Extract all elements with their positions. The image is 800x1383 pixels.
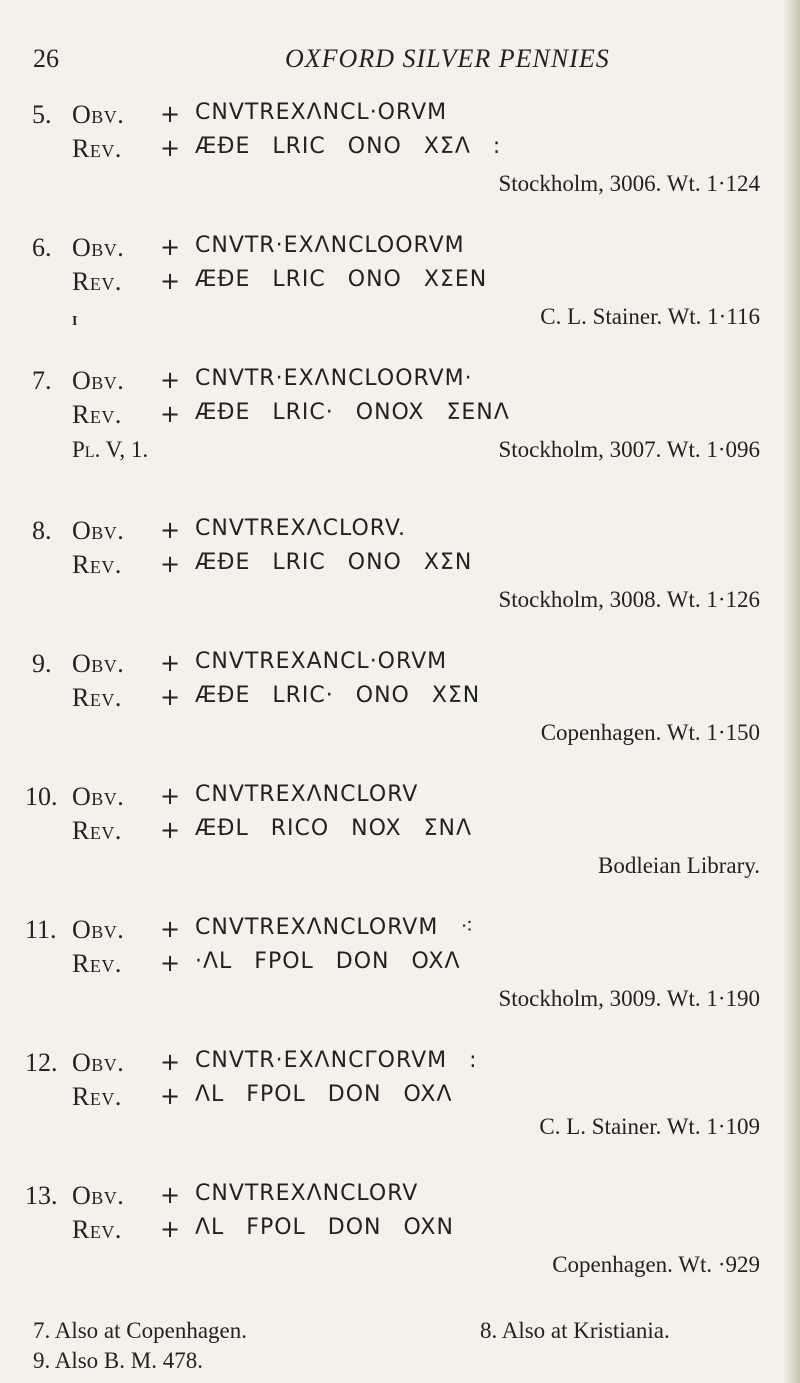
cross-mark: +: [160, 400, 181, 428]
obverse-label: Obv.: [72, 915, 125, 944]
obverse-legend: CNVTREXΛNCLORV: [195, 1181, 419, 1206]
obverse-legend: CNVTREXΛNCLORV: [195, 782, 419, 807]
obverse-label: Obv.: [72, 366, 125, 395]
obverse-label: Obv.: [72, 782, 125, 811]
cross-mark: +: [160, 516, 181, 544]
provenance-weight: Stockholm, 3007. Wt. 1·096: [498, 437, 760, 462]
coin-entries: [0, 100, 800, 1314]
reverse-legend: ÆÐE LRIC· ONOX ΣENΛ: [195, 400, 510, 425]
obverse-label: Obv.: [72, 516, 125, 545]
reverse-legend: ÆÐE LRIC ONO XΣN: [195, 550, 473, 575]
reverse-label: Rev.: [72, 267, 122, 296]
cross-mark: +: [160, 782, 181, 810]
entry-number: 13.: [25, 1181, 58, 1210]
provenance-weight: Stockholm, 3008. Wt. 1·126: [498, 587, 760, 612]
reverse-legend: ÆÐE LRIC ONO XΣΛ :: [195, 134, 502, 159]
provenance-weight: Stockholm, 3009. Wt. 1·190: [498, 986, 760, 1011]
reverse-legend: ΛL FPOL DON OXΛ: [195, 1082, 453, 1107]
entry-number: 6.: [32, 233, 52, 262]
entry-number: 5.: [32, 100, 52, 129]
coin-entry: [0, 782, 800, 915]
entry-number: 9.: [32, 649, 52, 678]
obverse-label: Obv.: [72, 100, 125, 129]
entry-number: 8.: [32, 516, 52, 545]
coin-entry: [0, 516, 800, 649]
cross-mark: +: [160, 550, 181, 578]
cross-mark: +: [160, 915, 181, 943]
obverse-legend: CNVTREXΛNCL·ORVM: [195, 100, 448, 125]
cross-mark: +: [160, 949, 181, 977]
cross-mark: +: [160, 1215, 181, 1243]
reverse-legend: ÆÐL RICO NOX ΣNΛ: [195, 816, 473, 841]
provenance-weight: C. L. Stainer. Wt. 1·109: [539, 1114, 760, 1139]
cross-mark: +: [160, 1048, 181, 1076]
coin-entry: [0, 915, 800, 1048]
cross-mark: +: [160, 816, 181, 844]
running-title: OXFORD SILVER PENNIES: [285, 44, 610, 73]
cross-mark: +: [160, 100, 181, 128]
coin-entry: [0, 100, 800, 233]
cross-mark: +: [160, 649, 181, 677]
entry-number: 11.: [25, 915, 57, 944]
reverse-label: Rev.: [72, 816, 122, 845]
obverse-legend: CNVTREXΛNCLORVM ⁖: [195, 915, 475, 940]
obverse-label: Obv.: [72, 1048, 125, 1077]
reverse-legend: ·ΛL FPOL DON OXΛ: [195, 949, 461, 974]
obverse-legend: CNVTR·EXΛNCΓORVM :: [195, 1048, 478, 1073]
obverse-legend: CNVTR·EXΛNCLOORVM·: [195, 366, 473, 391]
reverse-label: Rev.: [72, 1082, 122, 1111]
margin-mark: I: [72, 314, 78, 329]
cross-mark: +: [160, 366, 181, 394]
footnote-9: 9. Also B. M. 478.: [33, 1348, 203, 1373]
page-number: 26: [33, 44, 59, 73]
cross-mark: +: [160, 1082, 181, 1110]
reverse-label: Rev.: [72, 134, 122, 163]
provenance-weight: C. L. Stainer. Wt. 1·116: [540, 304, 760, 329]
cross-mark: +: [160, 233, 181, 261]
coin-entry: [0, 366, 800, 516]
page-header: [0, 44, 800, 84]
obverse-label: Obv.: [72, 1181, 125, 1210]
coin-entry: [0, 233, 800, 366]
cross-mark: +: [160, 267, 181, 295]
provenance-weight: Stockholm, 3006. Wt. 1·124: [498, 171, 760, 196]
entry-number: 10.: [25, 782, 58, 811]
obverse-legend: CNVTREXΛCLORV.: [195, 516, 407, 541]
obverse-label: Obv.: [72, 233, 125, 262]
reverse-label: Rev.: [72, 949, 122, 978]
provenance-weight: Copenhagen. Wt. 1·150: [540, 720, 760, 745]
provenance-weight: Copenhagen. Wt. ·929: [552, 1252, 760, 1277]
coin-entry: [0, 1048, 800, 1181]
reverse-label: Rev.: [72, 400, 122, 429]
reverse-label: Rev.: [72, 1215, 122, 1244]
cross-mark: +: [160, 683, 181, 711]
footnotes: [0, 1318, 800, 1378]
obverse-label: Obv.: [72, 649, 125, 678]
plate-reference: Pl. V, 1.: [72, 437, 149, 462]
cross-mark: +: [160, 1181, 181, 1209]
reverse-legend: ΛL FPOL DON OXN: [195, 1215, 454, 1240]
entry-number: 12.: [25, 1048, 58, 1077]
obverse-legend: CNVTREXANCL·ORVM: [195, 649, 448, 674]
reverse-legend: ÆÐE LRIC· ONO XΣN: [195, 683, 481, 708]
footnote-8: 8. Also at Kristiania.: [480, 1318, 670, 1343]
coin-entry: [0, 649, 800, 782]
provenance: Bodleian Library.: [597, 853, 760, 878]
reverse-label: Rev.: [72, 683, 122, 712]
coin-entry: [0, 1181, 800, 1314]
reverse-label: Rev.: [72, 550, 122, 579]
cross-mark: +: [160, 134, 181, 162]
entry-number: 7.: [32, 366, 52, 395]
obverse-legend: CNVTR·EXΛNCLOORVM: [195, 233, 465, 258]
reverse-legend: ÆÐE LRIC ONO XΣEN: [195, 267, 488, 292]
footnote-7: 7. Also at Copenhagen.: [33, 1318, 247, 1343]
